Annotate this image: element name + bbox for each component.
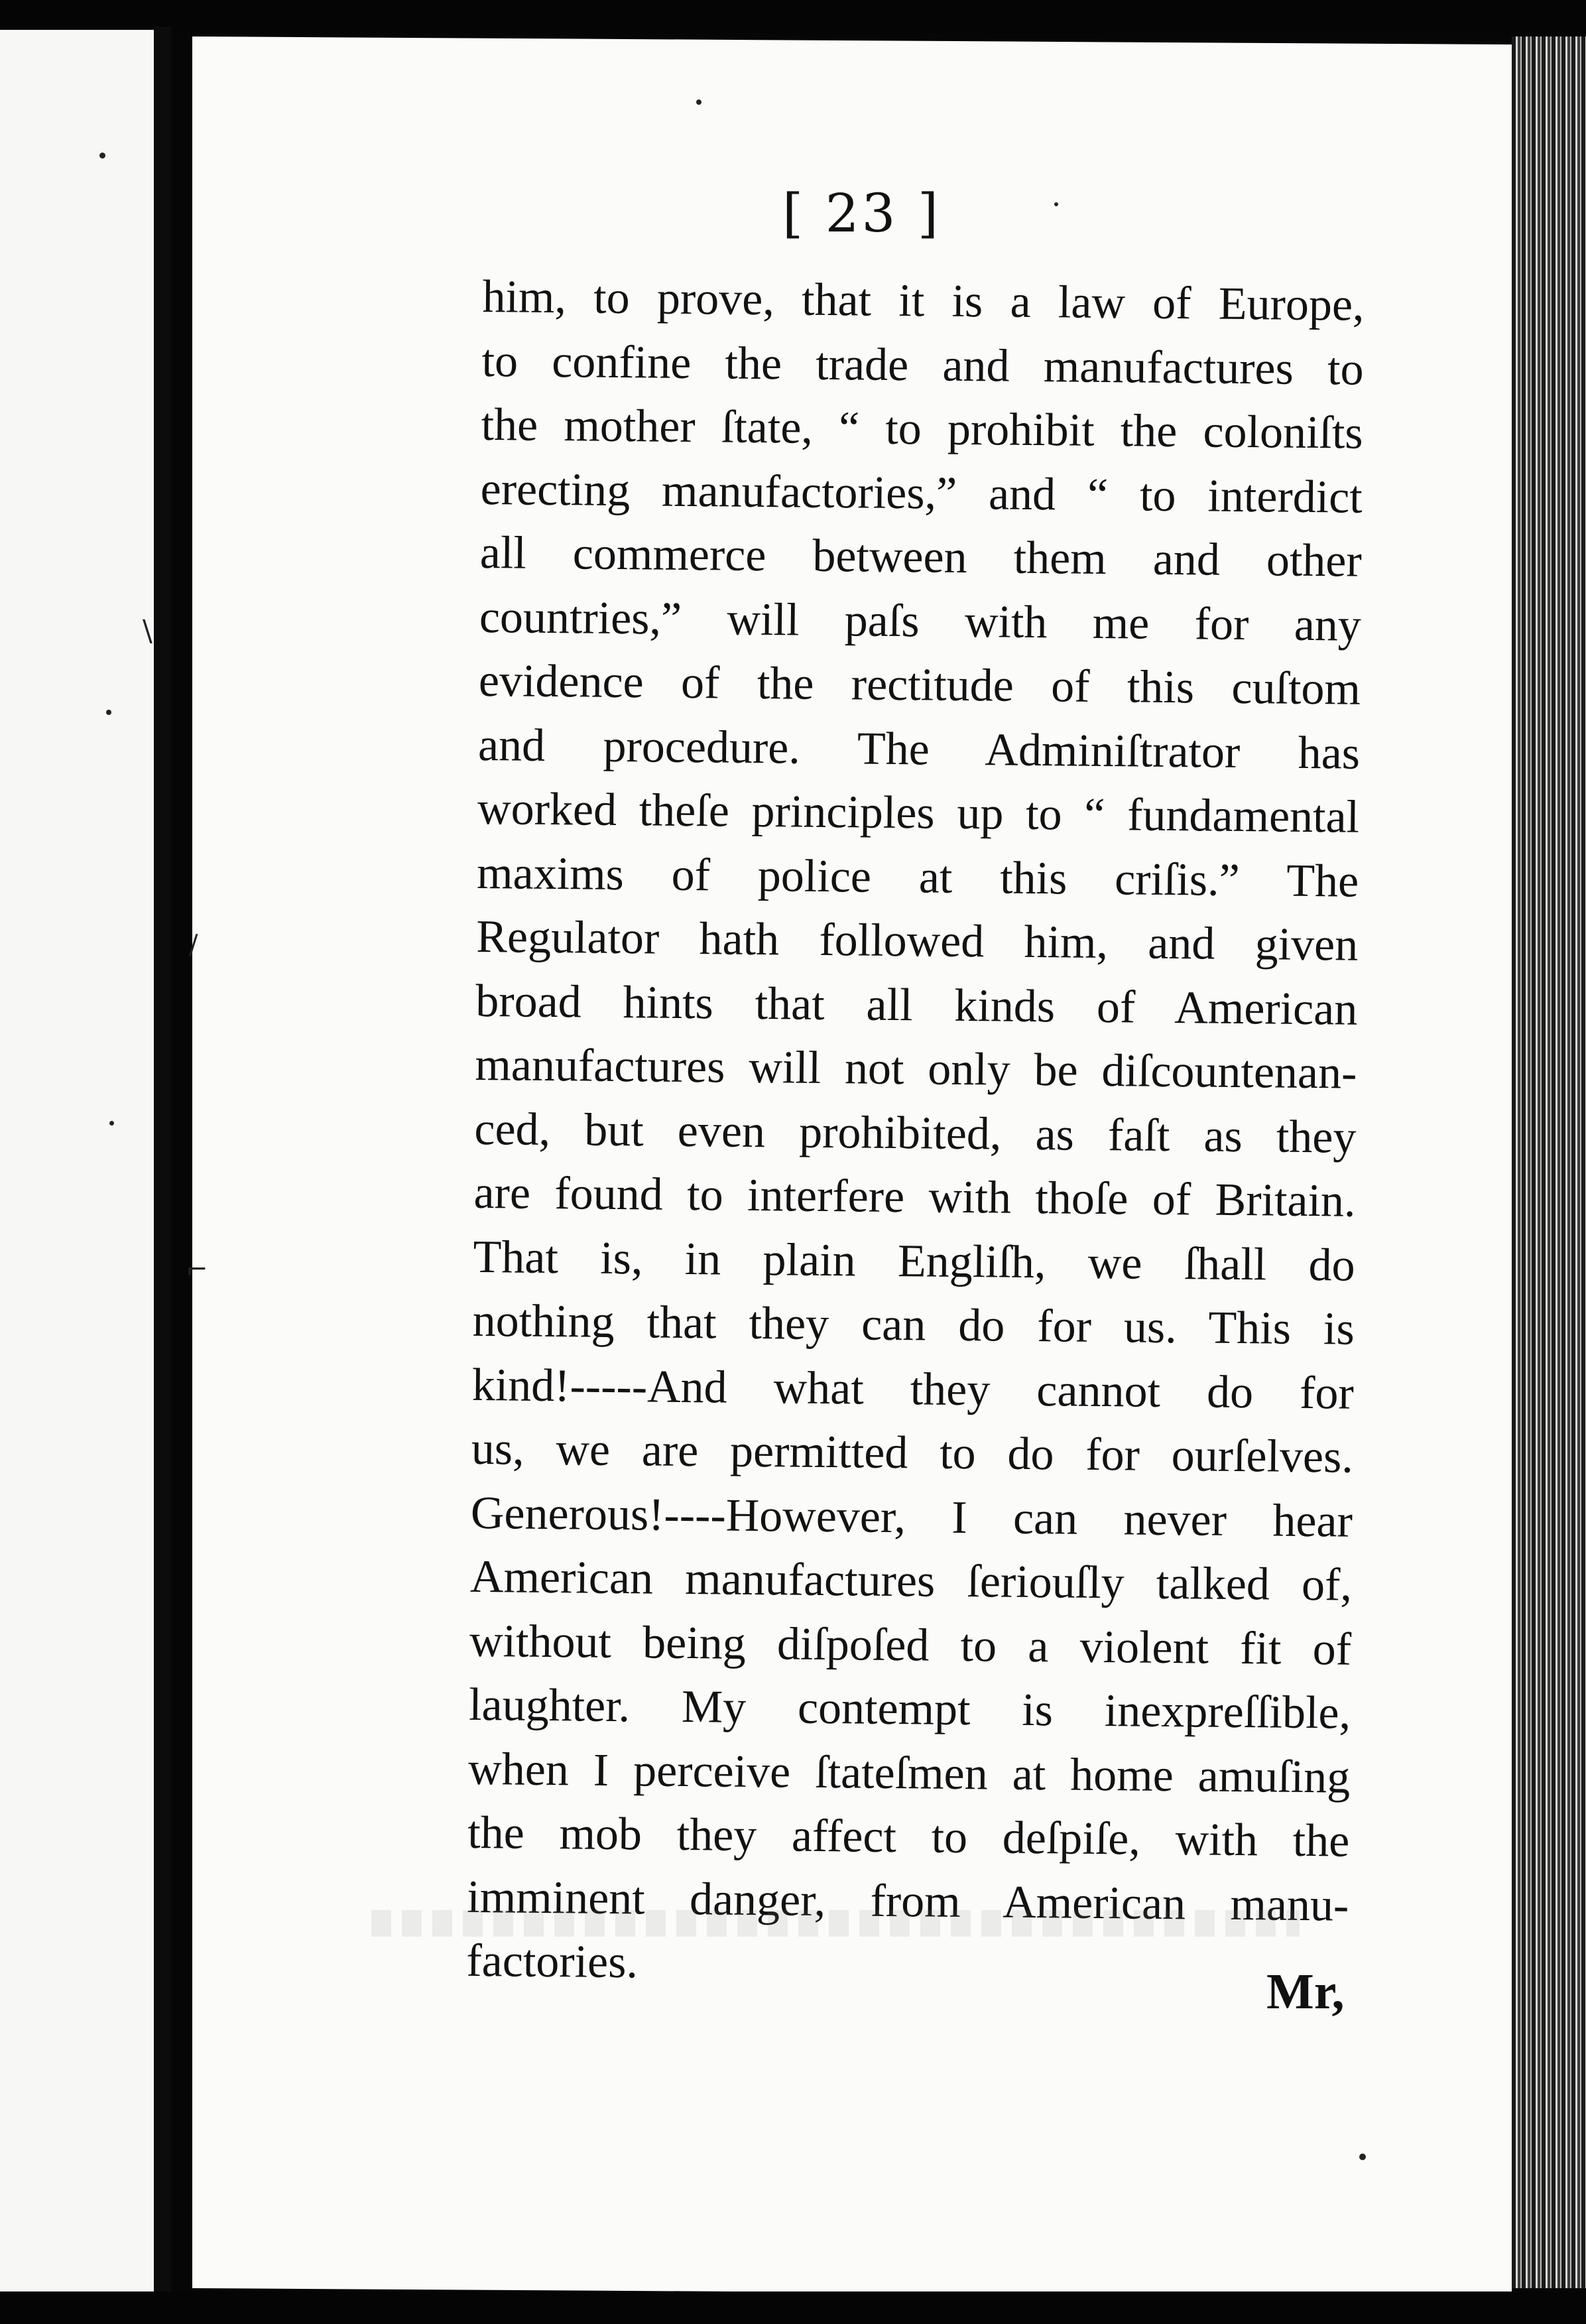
text-line: laughter. My contempt is inexpreſſible,: [468, 1679, 1351, 1739]
text-line: him, to prove, that it is a law of Europe,: [482, 271, 1365, 331]
text-line: American manufactures ſeriouſly talked of,: [469, 1551, 1353, 1611]
margin-mark: \: [143, 614, 152, 648]
text-line: erecting manufactories,” and “ to interdict: [480, 463, 1363, 523]
ink-speck: [109, 1121, 114, 1126]
text-line: broad hints that all kinds of American: [475, 975, 1358, 1035]
text-line: countries,” will paſs with me for any: [479, 591, 1362, 651]
text-line: the mob they affect to deſpiſe, with the: [467, 1807, 1350, 1867]
text-line: kind!-----And what they cannot do for: [471, 1359, 1355, 1419]
ink-speck: [1359, 2154, 1366, 2160]
margin-mark: /: [189, 930, 198, 960]
text-line: worked theſe principles up to “ fundamental: [477, 783, 1360, 843]
text-line: evidence of the rectitude of this cuſtom: [478, 655, 1361, 715]
body-text: [466, 265, 1365, 2002]
text-line: factories.: [466, 1935, 639, 1988]
facing-page-margin: [0, 30, 154, 2297]
text-line: That is, in plain Engliſh, we ſhall do: [473, 1231, 1355, 1291]
ink-speck: [99, 153, 105, 159]
text-line: when I perceive ſtateſmen at home amuſing: [467, 1743, 1351, 1803]
ink-speck: [106, 710, 111, 715]
text-line: and procedure. The Adminiſtrator has: [477, 719, 1361, 779]
show-through-ghost-text: [371, 1910, 1300, 1937]
margin-mark: ⌐: [186, 1255, 208, 1285]
gutter-fold: [154, 27, 171, 2301]
scan-top-border: [0, 0, 1586, 33]
text-line: nothing that they can do for us. This is: [472, 1295, 1355, 1355]
catchword: Mr,: [1266, 1964, 1345, 2020]
text-line: ced, but even prohibited, as faſt as they: [474, 1103, 1357, 1163]
text-line: Generous!----However, I can never hear: [470, 1487, 1353, 1547]
text-line: Regulator hath followed him, and given: [475, 911, 1359, 971]
text-line: the mother ſtate, “ to prohibit the coloniſts: [481, 399, 1363, 459]
text-line: manufactures will not only be diſcountenan-: [475, 1039, 1357, 1099]
text-line: all commerce between them and other: [479, 527, 1363, 587]
ink-speck: [696, 99, 702, 105]
text-line: to confine the trade and manufactures to: [481, 335, 1364, 395]
text-line: maxims of police at this criſis.” The: [476, 847, 1359, 907]
text-line: are found to interfere with thoſe of Britain.: [473, 1167, 1356, 1227]
text-line: us, we are permitted to do for ourſelves.: [471, 1423, 1354, 1483]
page-number-header: [ 23 ]: [782, 182, 942, 244]
scan-bottom-border: [0, 2292, 1586, 2324]
text-line: without being diſpoſed to a violent fit of: [469, 1615, 1352, 1675]
ink-speck: [1054, 202, 1058, 206]
page-edges: [1512, 36, 1586, 2288]
text-line: imminent danger, from American manu-: [467, 1871, 1349, 1931]
